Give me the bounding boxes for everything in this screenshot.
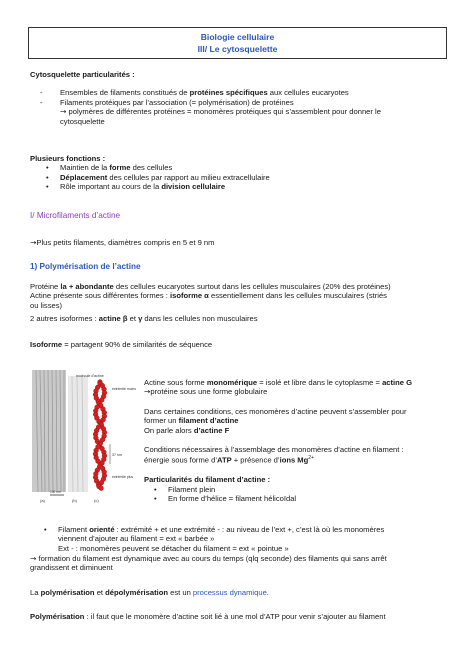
subsection1-title: 1) Polymérisation de l’actine	[30, 262, 141, 271]
section1-title: I/ Microfilaments d’actine	[30, 211, 121, 220]
r7-bold2: ions Mg	[279, 455, 309, 465]
label-minus: extrémité moins	[112, 387, 136, 391]
arrow-icon: →	[60, 107, 67, 117]
b2: viennent d’ajouter au filament = ext « barbée »	[58, 534, 215, 544]
b7-bold: Polymérisation	[30, 612, 85, 622]
section1-line	[30, 238, 214, 247]
title-box	[28, 27, 447, 59]
b6-blue: processus dynamique	[192, 587, 267, 597]
p1-l4-mid: et	[127, 314, 139, 324]
r9: Filament plein	[168, 484, 216, 494]
bullet-icon: •	[154, 484, 157, 494]
p1-l1-pre: Protéine	[30, 282, 61, 291]
f1-pre: Maintien de la	[60, 163, 110, 173]
r8: Particularités du filament d’actine :	[144, 475, 271, 485]
r1-bold: monomérique	[206, 378, 258, 387]
label-top: molécule d’actine	[76, 374, 104, 378]
b1-pre: Filament	[58, 525, 90, 534]
actin-diagram	[30, 366, 140, 506]
b5: grandissent et diminuent	[30, 563, 113, 573]
item1-text: Ensembles de filaments constitués de	[60, 88, 190, 98]
r5-pre: On parle alors	[144, 425, 194, 435]
actin-figure	[30, 366, 140, 506]
b6-mid: et	[94, 587, 106, 597]
para1-block	[30, 282, 391, 324]
bullet-icon: •	[154, 494, 157, 504]
arrow-icon: →	[30, 238, 37, 247]
section1-line-text: Plus petits filaments, diamètres compris en 5 et 9 nm	[36, 238, 215, 247]
p1-l4-pre: 2 autres isoformes :	[30, 314, 99, 324]
p1-l3: ou lisses)	[30, 300, 63, 310]
isoforme-line	[30, 340, 212, 349]
actin-monomer	[99, 486, 104, 491]
particularites-heading: Cytosquelette particularités :	[30, 70, 135, 79]
fonctions-block	[30, 154, 270, 192]
b6-end: .	[266, 587, 269, 597]
f2-post: des cellules par rapport au milieu extracellulaire	[107, 172, 270, 182]
item2-sub2: cytosquelette	[60, 116, 105, 126]
right-block	[144, 378, 412, 504]
f1-post: des cellules	[130, 163, 173, 173]
isoforme-rest: = partagent 90% de similarités de séquence	[62, 340, 213, 349]
b6-bold2: dépolymérisation	[105, 587, 169, 597]
item2-sub1: polymères de différentes protéines = monomères protéiques qui s’assemblent pour donner le	[68, 107, 381, 117]
b6-bold1: polymérisation	[40, 587, 95, 597]
bottom-block	[44, 525, 384, 553]
b6-pre: La	[30, 587, 41, 597]
b1-bold: orienté	[89, 525, 115, 534]
particularites-block: Cytosquelette particularités : - Ensembles de filaments constitués de protéines spécifiques aux cellules eucaryotes - Filaments protéiques par l’association (= polymérisation) de protéines → polymères de différentes protéines = monomères protéiques qui s’assemblent pour donner le cytosquelette	[30, 70, 381, 126]
fonctions-heading: Plusieurs fonctions :	[30, 154, 106, 163]
p1-l4-bold2: γ	[138, 314, 143, 324]
b4: formation du filament est dynamique avec au cours du temps (qlq seconde) des filaments qui sans arrêt	[38, 554, 387, 563]
item2-text: Filaments protéiques par l’association (= polymérisation) de protéines	[60, 97, 294, 107]
item1-post: aux cellules eucaryotes	[267, 88, 349, 98]
label-c: (c)	[94, 498, 99, 503]
b1-post: : extrémité + et une extrémité - : au niveau de l’ext +, c’est là où les monomères	[114, 525, 385, 534]
title-line1: Biologie cellulaire	[200, 32, 275, 42]
r6: Conditions nécessaires à l’assemblage des monomères d’actine en filament :	[144, 445, 404, 455]
r10: En forme d’hélice = filament hélicoïdal	[168, 494, 297, 504]
bullet-icon: •	[44, 525, 47, 534]
label-a: (a)	[40, 498, 45, 503]
r1-mid: = isolé et libre dans le cytoplasme =	[257, 378, 383, 387]
r7-sup: 2+	[308, 455, 314, 462]
r7-pre: énergie sous forme d’	[144, 455, 218, 465]
f3-bold: division cellulaire	[161, 182, 226, 192]
item1-bold: protéines spécifiques	[189, 88, 268, 98]
bullet-icon: •	[46, 172, 49, 182]
isoforme-bold: Isoforme	[30, 340, 63, 349]
f1-bold: forme	[109, 163, 131, 173]
r4-bold: filament d’actine	[178, 416, 239, 426]
label-size: 37 nm	[112, 453, 122, 457]
b7-rest: : il faut que le monomère d’actine soit lié à une mol d’ATP pour venir s’ajouter au filament	[84, 612, 386, 622]
p1-l1-bold: la + abondante	[60, 282, 114, 291]
p1-l4-bold1: actine β	[98, 314, 128, 324]
p1-l4-post: dans les cellules non musculaires	[142, 314, 258, 324]
f3-pre: Rôle important au cours de la	[60, 182, 162, 192]
p1-l1-post: des cellules eucaryotes surtout dans les cellules musculaires (20% des protéines)	[113, 282, 391, 291]
r5-bold: d’actine F	[193, 425, 230, 435]
arrow-icon: →	[30, 554, 37, 563]
p1-l2-bold: isoforme α	[170, 291, 209, 301]
b6-mid2: est un	[168, 587, 193, 597]
r7-mid: + présence d’	[231, 455, 280, 465]
label-scale: 100 nm	[50, 490, 61, 494]
label-plus: extrémité plus	[112, 475, 134, 479]
r1-pre: Actine sous forme	[144, 378, 207, 387]
r3: Dans certaines conditions, ces monomères d’actine peuvent s’assembler pour	[144, 406, 407, 416]
title-line2: III/ Le cytosquelette	[197, 44, 278, 54]
bullet-icon: •	[46, 163, 49, 173]
f2-bold: Déplacement	[60, 172, 108, 182]
arrow-icon: →	[144, 387, 151, 397]
r1-bold2: actine G	[382, 378, 413, 387]
r7-bold: ATP	[217, 455, 232, 465]
label-b: (b)	[72, 498, 77, 503]
r2: protéine sous une forme globulaire	[150, 387, 268, 397]
bullet-icon: •	[46, 182, 49, 192]
r4-pre: former un	[144, 416, 179, 426]
b3: Ext - : monomères peuvent se détacher du filament = ext « pointue »	[58, 543, 289, 553]
p1-l2-post: essentiellement dans les cellules musculaires (striés	[208, 291, 387, 301]
p1-l2-pre: Actine présente sous différentes formes :	[30, 291, 170, 301]
bottom-block2	[30, 554, 387, 622]
actin-helix	[93, 380, 107, 491]
